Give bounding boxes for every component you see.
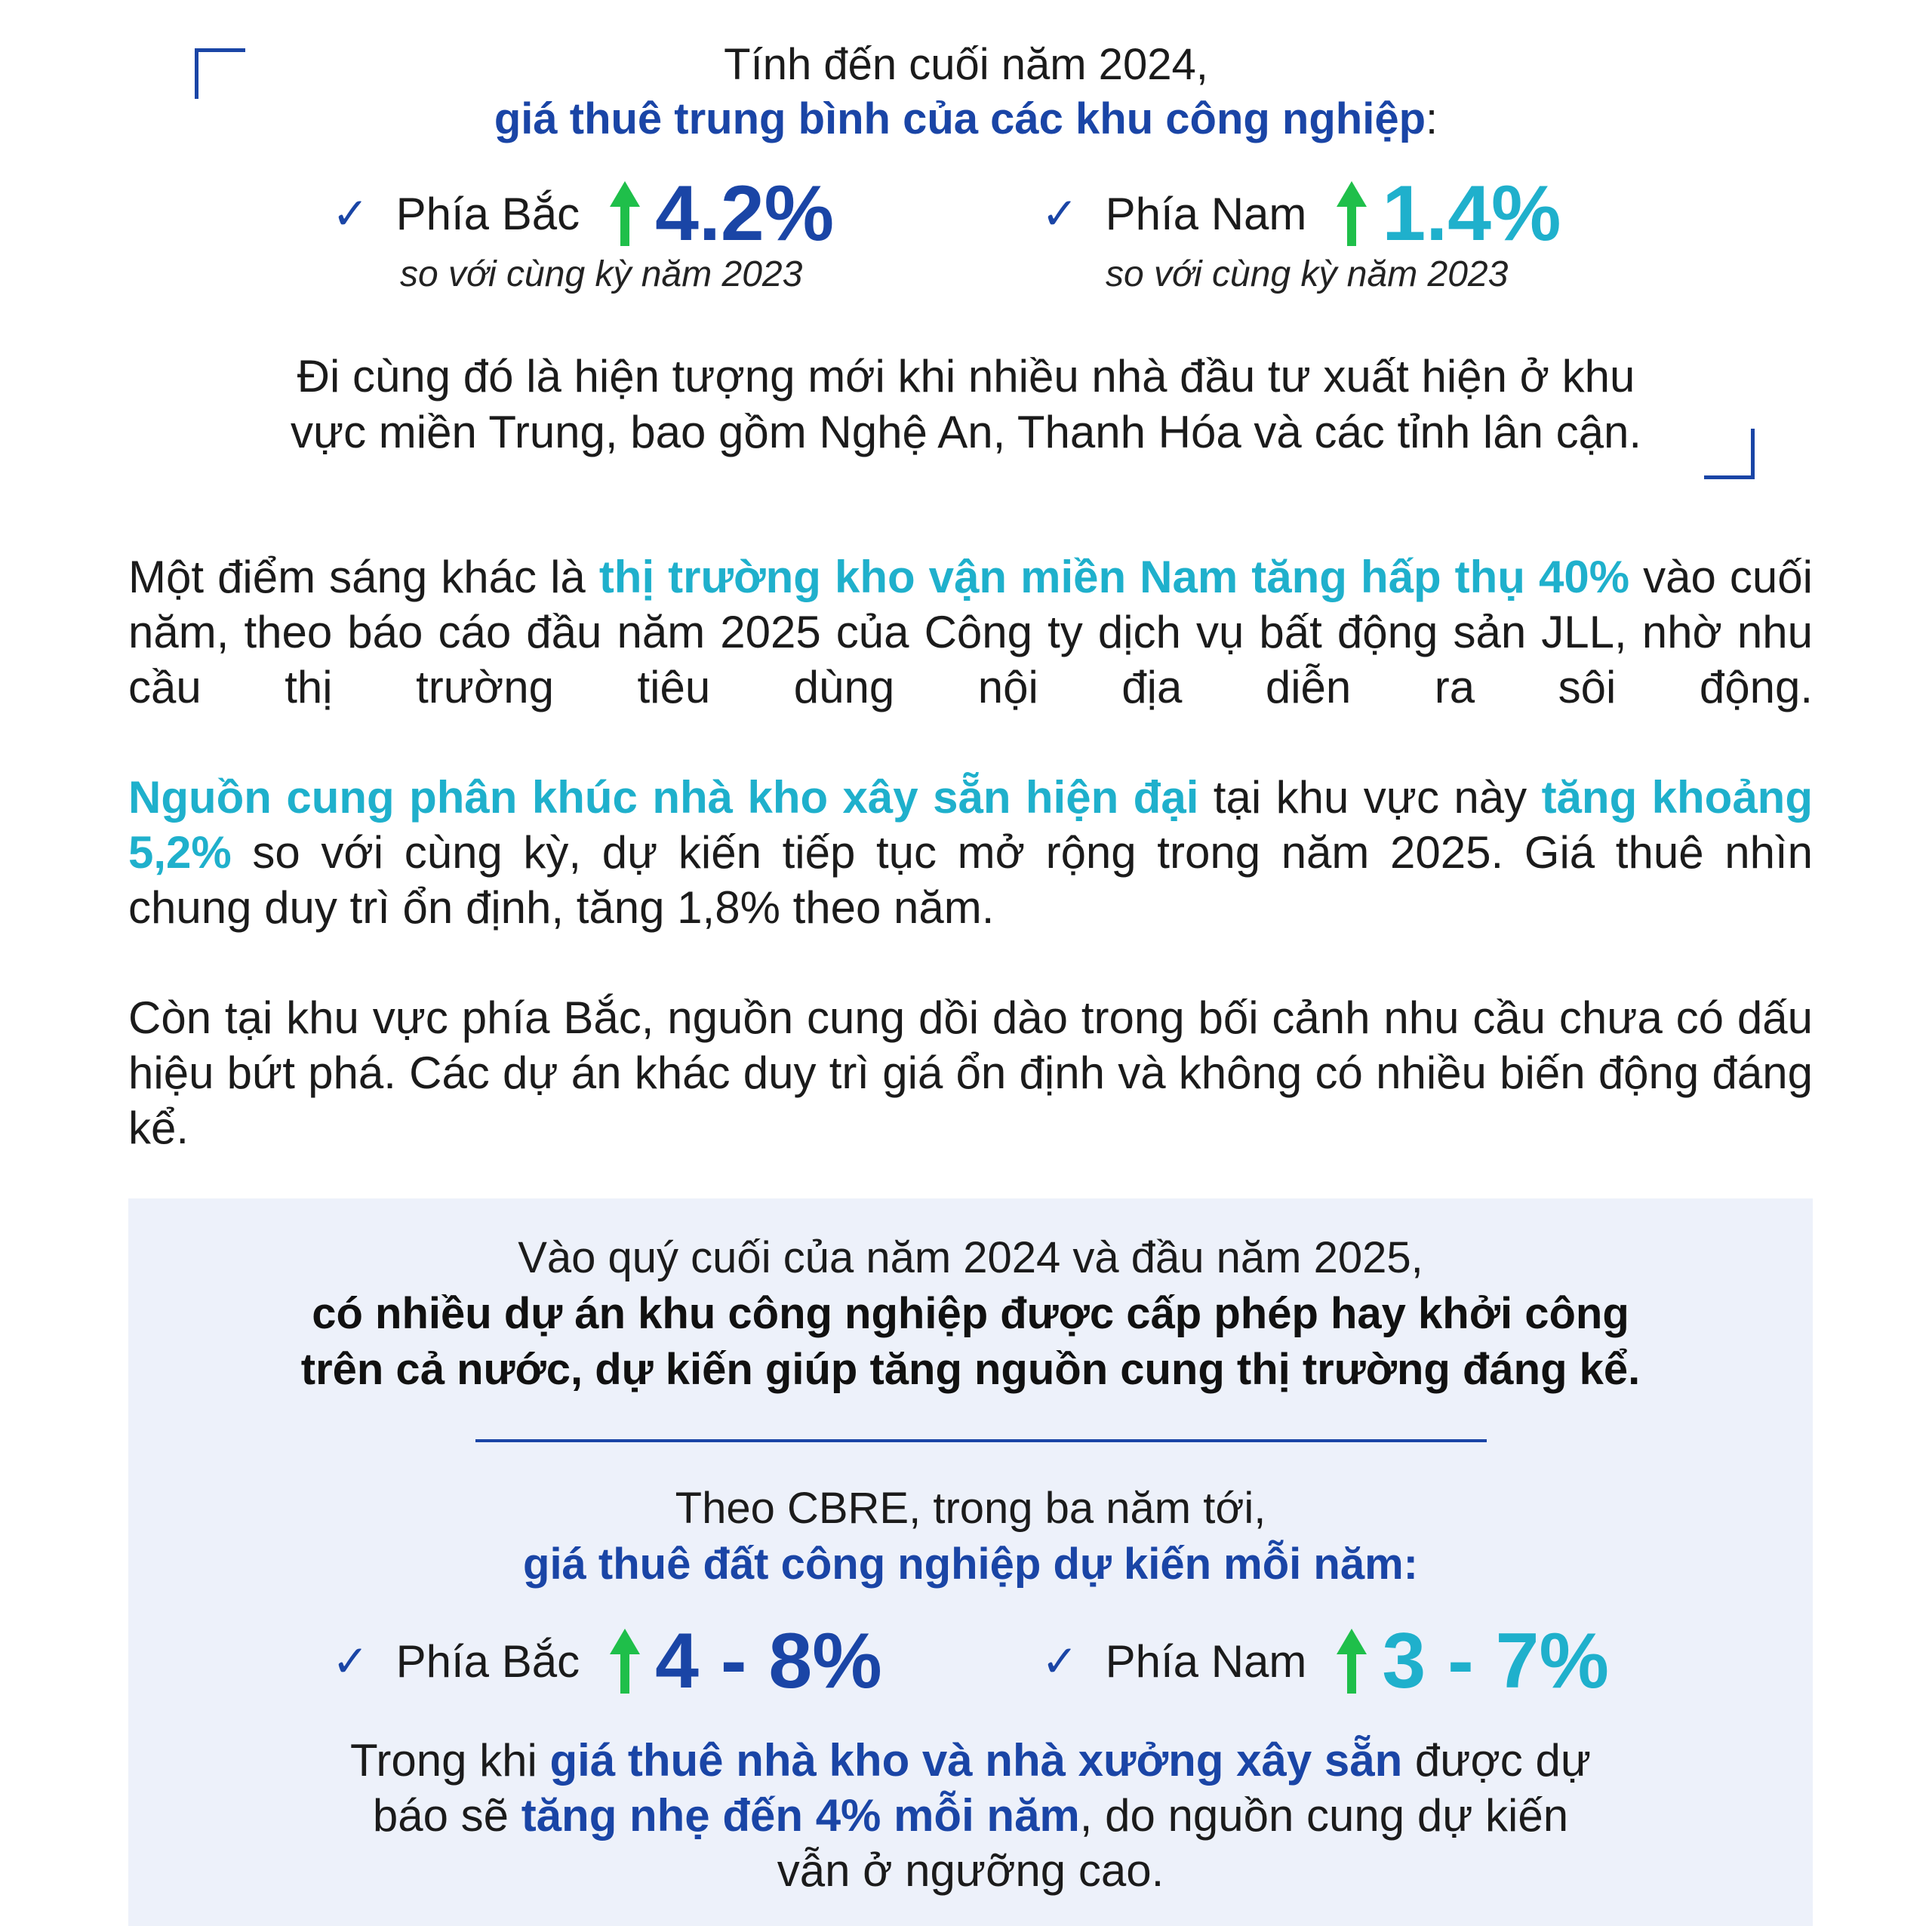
stat-value: 4.2%	[655, 169, 835, 257]
check-icon: ✓	[332, 189, 369, 238]
highlight-absorption: thị trường kho vận miền Nam tăng hấp thụ 40%	[598, 552, 1630, 602]
paragraph-supply: Nguồn cung phân khúc nhà kho xây sẵn hiện đại tại khu vực này tăng khoảng 5,2% so với cùng kỳ, dự kiến tiếp tục mở rộng trong năm 2025. Giá thuê nhìn chung duy trì ổn định, tăng 1,8% theo năm.	[128, 772, 1813, 933]
region-label: Phía Bắc	[395, 188, 580, 239]
box-intro: Vào quý cuối của năm 2024 và đầu năm 2025, có nhiều dự án khu công nghiệp được cấp phép hay khởi công trên cả nước, dự kiến giúp tăng nguồn cung thị trường đáng kể.	[300, 1233, 1641, 1394]
highlight-growth: tăng khoảng 5,2%	[128, 772, 1813, 878]
region-label: Phía Bắc	[395, 1635, 580, 1687]
region-label: Phía Nam	[1105, 188, 1307, 239]
stat-north-2024	[332, 169, 835, 257]
arrow-up-icon	[1337, 1629, 1367, 1694]
paragraph-logistics: Một điểm sáng khác là thị trường kho vận miền Nam tăng hấp thụ 40% vào cuối năm, theo báo cáo đầu năm 2025 của Công ty dịch vụ bất động sản JLL, nhờ nhu cầu thị trường tiêu dùng nội địa diễn ra sôi động.	[128, 552, 1813, 712]
stat-south-2024	[1041, 169, 1561, 257]
paragraph-north: Còn tại khu vực phía Bắc, nguồn cung dồi dào trong bối cảnh nhu cầu chưa có dấu hiệu bứt phá. Các dự án khác duy trì giá ổn định và không có nhiều biến động đáng kể.	[128, 992, 1813, 1153]
arrow-up-icon	[610, 181, 640, 246]
arrow-up-icon	[1337, 181, 1367, 246]
forecast-value: 4 - 8%	[655, 1617, 882, 1705]
region-label: Phía Nam	[1105, 1635, 1307, 1687]
check-icon: ✓	[1041, 1637, 1078, 1686]
stat-south-note: so với cùng kỳ năm 2023	[1106, 254, 1509, 294]
check-icon: ✓	[1041, 189, 1078, 238]
forecast-south	[1041, 1617, 1609, 1705]
intro-line1: Tính đến cuối năm 2024,	[724, 40, 1208, 89]
forecast-value: 3 - 7%	[1382, 1617, 1609, 1705]
intro-highlight: giá thuê trung bình của các khu công nghiệp	[494, 94, 1426, 143]
check-icon: ✓	[332, 1637, 369, 1686]
arrow-up-icon	[610, 1629, 640, 1694]
cbre-forecast: Theo CBRE, trong ba năm tới, giá thuê đất công nghiệp dự kiến mỗi năm:	[523, 1484, 1418, 1589]
warehouse-forecast-text: Trong khi giá thuê nhà kho và nhà xưởng xây sẵn được dự báo sẽ tăng nhẹ đến 4% mỗi năm, do nguồn cung dự kiến vẫn ở ngưỡng cao.	[349, 1735, 1592, 1896]
stat-value: 1.4%	[1382, 169, 1561, 257]
highlight-supply: Nguồn cung phân khúc nhà kho xây sẵn hiện đại	[128, 772, 1199, 823]
intro-line2: giá thuê trung bình của các khu công nghiệp:	[494, 94, 1438, 143]
divider	[475, 1439, 1487, 1442]
central-region-text: Đi cùng đó là hiện tượng mới khi nhiều nhà đầu tư xuất hiện ở khu vực miền Trung, bao gồm Nghệ An, Thanh Hóa và các tỉnh lân cận.	[290, 351, 1642, 457]
stat-north-note: so với cùng kỳ năm 2023	[400, 254, 803, 294]
forecast-north	[332, 1617, 882, 1705]
